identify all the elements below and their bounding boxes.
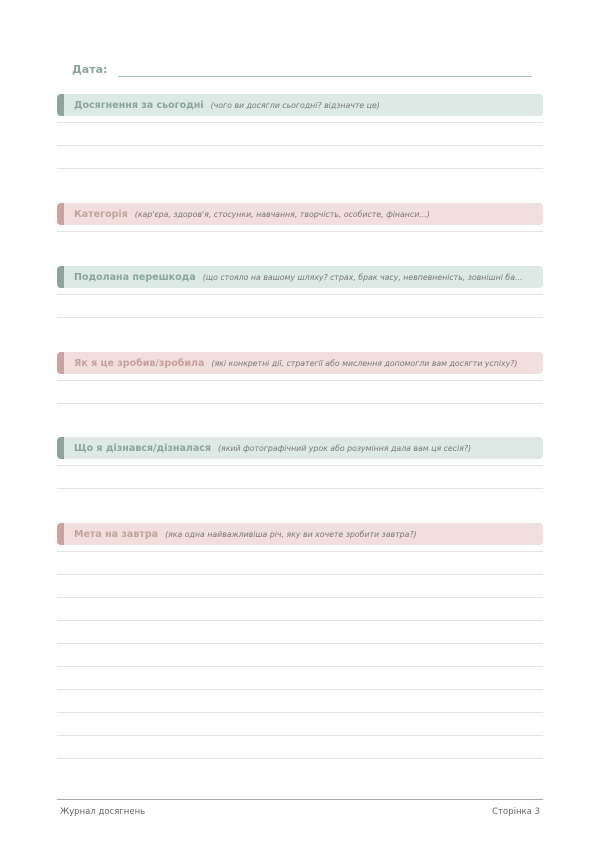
section-title: Подолана перешкода [74,271,196,283]
writing-line[interactable] [57,551,543,552]
section-hint: (яка одна найважливіша річ, яку ви хочете зробити завтра?) [165,529,417,539]
section-hint: (кар'єра, здоров'я, стосунки, навчання, творчість, особисте, фінанси...) [134,209,430,219]
section-accent [57,352,64,374]
writing-line[interactable] [57,643,543,644]
date-label: Дата: [72,63,108,76]
section-hint: (який фотографічний урок або розуміння дала вам ця сесія?) [218,443,472,453]
writing-line[interactable] [57,689,543,690]
writing-line[interactable] [57,735,543,736]
section-title: Мета на завтра [74,528,159,540]
date-input-line[interactable] [118,76,532,77]
section-title: Досягнення за сьогодні [74,99,204,111]
section-hint: (що стояло на вашому шляху? страх, брак часу, невпевненість, зовнішні ба... [202,272,523,282]
footer-journal-title: Журнал досягнень [60,807,146,817]
writing-line[interactable] [57,666,543,667]
writing-line[interactable] [57,145,543,146]
section-accent [57,94,64,116]
writing-line[interactable] [57,294,543,295]
section-achievements-header [57,94,543,116]
section-obstacle-header [57,266,543,288]
section-hint: (чого ви досягли сьогодні? відзначте це) [210,100,380,110]
section-tomorrow-goal-header [57,523,543,545]
footer-page-number: Сторінка 3 [492,807,540,817]
writing-line[interactable] [57,758,543,759]
writing-line[interactable] [57,574,543,575]
writing-line[interactable] [57,403,543,404]
section-title: Як я це зробив/зробила [74,357,205,369]
section-accent [57,203,64,225]
writing-line[interactable] [57,465,543,466]
writing-line[interactable] [57,620,543,621]
writing-line[interactable] [57,488,543,489]
writing-line[interactable] [57,712,543,713]
section-title: Що я дізнався/дізналася [74,442,211,454]
section-title: Категорія [74,208,128,220]
writing-line[interactable] [57,122,543,123]
section-how-header [57,352,543,374]
section-hint: (які конкретні дії, стратегії або мислення допомогли вам досягти успіху?) [211,358,518,368]
section-accent [57,523,64,545]
footer-divider [57,799,543,800]
writing-line[interactable] [57,380,543,381]
writing-line[interactable] [57,317,543,318]
writing-line[interactable] [57,231,543,232]
writing-line[interactable] [57,597,543,598]
section-learned-header [57,437,543,459]
writing-line[interactable] [57,168,543,169]
section-accent [57,437,64,459]
section-accent [57,266,64,288]
section-category-header [57,203,543,225]
